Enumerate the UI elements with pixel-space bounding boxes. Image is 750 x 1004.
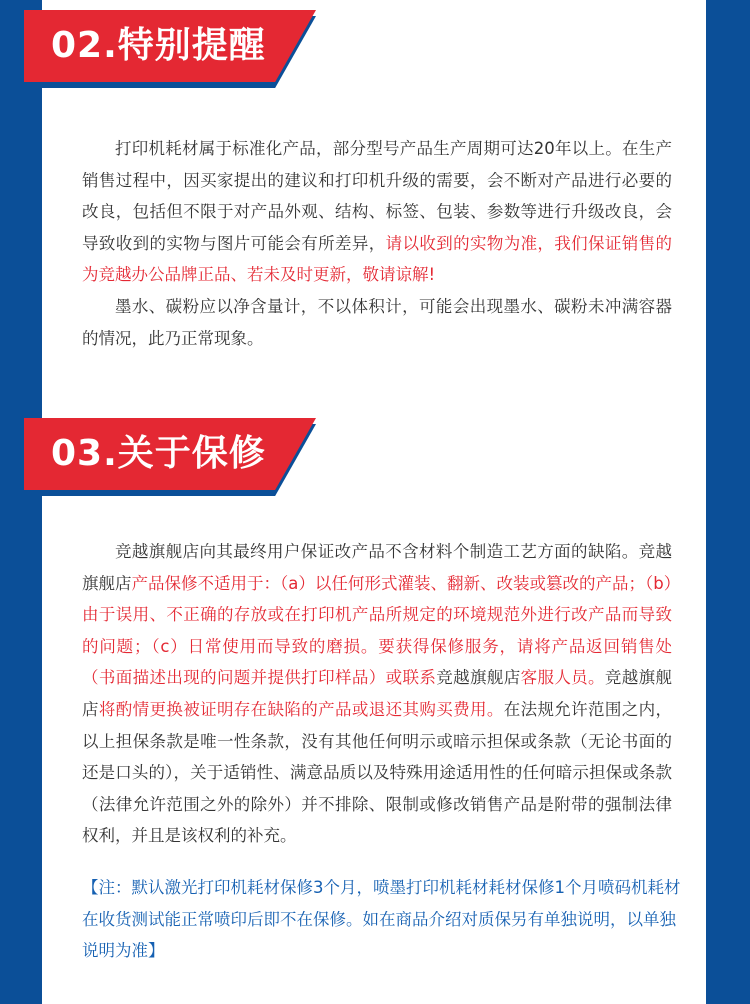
warranty-exclusions: 产品保修不适用于：（a）以任何形式灌装、翻新、改装或篡改的产品；（b）由于误用、不正确的存放或在打印机产品所规定的环境规范外进行改产品而导致的问题；（c）日常使用而导致的磨损。要获得保修服务，请将产品返回销售处（书面描述出现的问题并提供打印样品）或联系	[82, 573, 672, 688]
section-02-body	[82, 133, 672, 354]
warranty-service-staff: 客服人员。	[520, 668, 605, 688]
section-03-banner	[24, 418, 316, 496]
warranty-paragraph	[82, 536, 672, 852]
notice-paragraph-1	[82, 133, 672, 291]
notice-paragraph-2: 墨水、碳粉应以净含量计，不以体积计，可能会出现墨水、碳粉未冲满容器的情况，此乃正常现象。	[82, 296, 672, 348]
notice-highlight: 请以收到的实物为准，我们保证销售的为竞越办公品牌正品、若未及时更新，敬请谅解!	[82, 233, 673, 285]
warranty-remedy: 将酌情更换被证明存在缺陷的产品或退还其购买费用。	[98, 699, 504, 719]
section-03-body	[82, 536, 672, 852]
warranty-store-name-2: 竞越旗舰店	[82, 668, 673, 719]
section-02-title: 02.特别提醒	[51, 25, 266, 66]
notice-text: 打印机耗材属于标准化产品，部分型号产品生产周期可达20年以上。在生产销售过程中，因买家提出的建议和打印机升级的需要，会不断对产品进行必要的改良，包括但不限于对产品外观、结构、标签、包装、参数等进行升级改良，会导致收到的实物与图片可能会有所差异，	[82, 139, 672, 253]
warranty-store-name: 竞越旗舰店	[436, 668, 521, 688]
warranty-note: 【注：默认激光打印机耗材保修3个月，喷墨打印机耗材耗材保修1个月喷码机耗材在收货测试能正常喷印后即不在保修。如在商品介绍对质保另有单独说明，以单独说明为准】	[82, 878, 681, 961]
section-02-banner	[24, 10, 316, 88]
warranty-text-1: 竞越旗舰店向其最终用户保证改产品不含材料个制造工艺方面的缺陷。竞越旗舰店	[82, 542, 672, 593]
warranty-legal-text: 在法规允许范围之内，以上担保条款是唯一性条款，没有其他任何明示或暗示担保或条款（无论书面的还是口头的），关于适销性、满意品质以及特殊用途适用性的任何暗示担保或条款（法律允许范围之外的除外）并不排除、限制或修改销售产品是附带的强制法律权利，并且是该权利的补充。	[82, 699, 673, 846]
section-03-title: 03.关于保修	[51, 433, 266, 474]
